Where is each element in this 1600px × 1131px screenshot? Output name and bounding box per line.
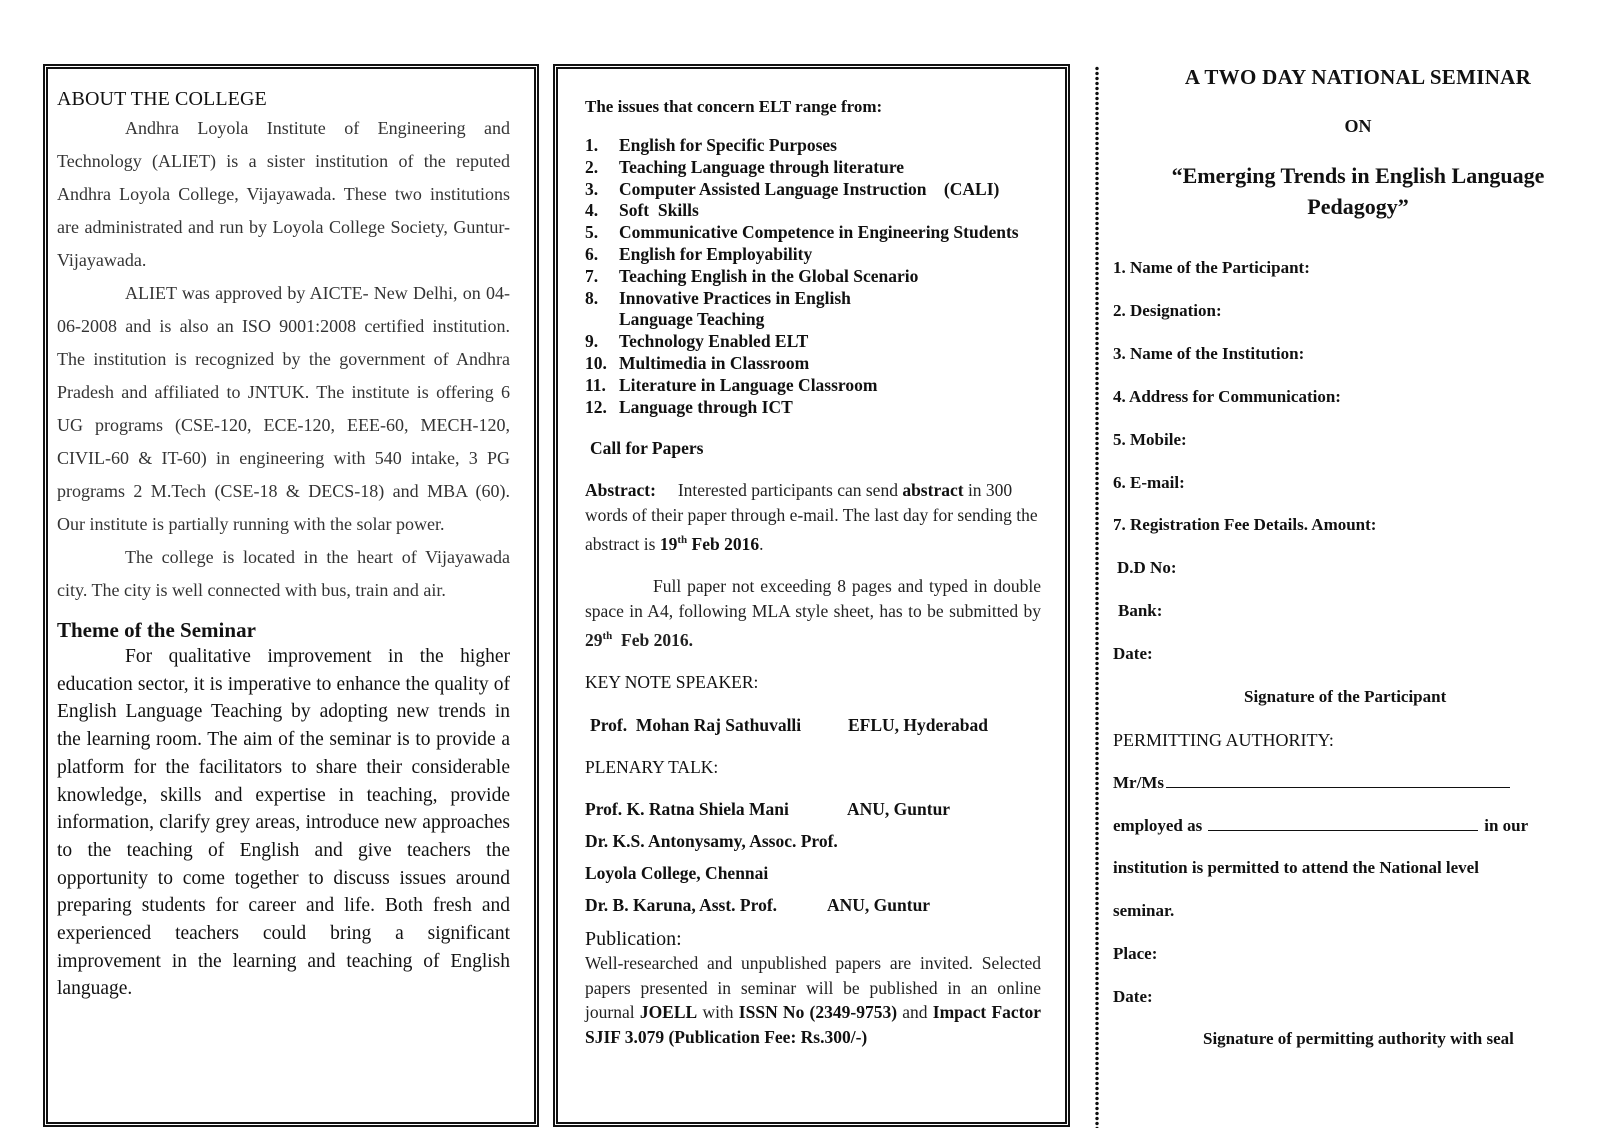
keynote-speaker: Prof. Mohan Raj Sathuvalli EFLU, Hyderabad <box>590 715 989 736</box>
field-date: Date: <box>1113 644 1153 663</box>
field-dd-no: D.D No: <box>1117 558 1177 577</box>
list-item: 8. Innovative Practices in English Language Teaching <box>585 287 851 330</box>
theme-heading: Theme of the Seminar <box>57 618 256 642</box>
field-address: 4. Address for Communication: <box>1113 387 1341 406</box>
call-for-papers-heading: Call for Papers <box>590 438 704 459</box>
field-date-2: Date: <box>1113 987 1153 1006</box>
about-para-3: The college is located in the heart of Vijayawada city. The city is well connected with bus, train and air. <box>57 547 510 600</box>
field-place: Place: <box>1113 944 1158 963</box>
field-mr-ms: Mr/Ms <box>1113 772 1510 794</box>
list-item: 1. English for Specific Purposes <box>585 135 837 155</box>
about-heading: ABOUT THE COLLEGE <box>57 88 267 110</box>
field-institution: 3. Name of the Institution: <box>1113 344 1305 363</box>
list-item: 11. Literature in Language Classroom <box>585 374 878 395</box>
list-item: 12. Language through ICT <box>585 396 793 417</box>
list-item: 6. English for Employability <box>585 243 813 264</box>
about-panel <box>43 64 539 1127</box>
keynote-heading: KEY NOTE SPEAKER: <box>585 672 759 693</box>
participant-signature-label: Signature of the Participant <box>1244 687 1447 706</box>
issues-list <box>585 135 1041 418</box>
about-para-2: ALIET was approved by AICTE- New Delhi, on 04-06-2008 and is also an ISO 9001:2008 certified institution. The institution is recognized by the government of Andhra Pradesh and affiliated to JNTUK. The institute is offering 6 UG programs (CSE-120, ECE-120, EEE-60, MECH-120, CIVIL-60 & IT-60) in engineering with 540 intake, 3 PG programs 2 M.Tech (CSE-18 & DECS-18) and MBA (60). Our institute is partially running with the solar power. <box>57 283 510 534</box>
plenary-heading: PLENARY TALK: <box>585 757 719 778</box>
field-mobile: 5. Mobile: <box>1113 430 1187 449</box>
issues-heading: The issues that concern ELT range from: <box>585 97 883 116</box>
list-item: 7. Teaching English in the Global Scenario <box>585 265 919 286</box>
list-item: 3. Computer Assisted Language Instruction (CALI) <box>585 178 1000 199</box>
field-participant-name: 1. Name of the Participant: <box>1113 258 1310 277</box>
list-item: 5. Communicative Competence in Engineering Students <box>585 222 1019 243</box>
list-item: 4. Soft Skills <box>585 200 699 221</box>
list-item: 9. Technology Enabled ELT <box>585 331 809 352</box>
registration-form <box>1093 64 1593 1131</box>
plenary-speaker-2-org: Loyola College, Chennai <box>585 863 769 884</box>
field-email: 6. E-mail: <box>1113 473 1185 492</box>
seminar-topic: “Emerging Trends in English Language Pedagogy” <box>1171 163 1545 219</box>
abstract-text: Abstract: Interested participants can send abstract in 300 words of their paper through e-mail. The last day for sending the abstract is 19th Feb 2016. <box>585 480 1038 555</box>
field-employed-as: employed as in our <box>1113 816 1529 835</box>
publication-text: Well-researched and unpublished papers are invited. Selected papers presented in seminar will be published in an online journal JOELL with ISSN No (2349-9753) and Impact Factor SJIF 3.079 (Publication Fee: Rs.300/-) <box>585 953 1042 1047</box>
permission-statement-end: seminar. <box>1113 901 1175 920</box>
field-registration-fee: 7. Registration Fee Details. Amount: <box>1113 515 1377 534</box>
publication-heading: Publication: <box>585 928 682 951</box>
list-item: 2. Teaching Language through literature <box>585 156 905 177</box>
field-designation: 2. Designation: <box>1113 301 1222 320</box>
about-para-1: Andhra Loyola Institute of Engineering and Technology (ALIET) is a sister institution of the reputed Andhra Loyola College, Vijayawada. These two institutions are administrated and run by Loyola College Society, Guntur-Vijayawada. <box>57 118 510 270</box>
theme-text: For qualitative improvement in the higher education sector, it is imperative to enhance the quality of English Language Teaching by adopting new trends in the learning room. The aim of the seminar is to provide a platform for the facilitators to share their considerable knowledge, skills and expertise in teaching, provide information, clarify grey areas, introduce new approaches to the teaching of English and give teachers the opportunity to come together to discuss issues around preparing students for career and life. Both fresh and experienced teachers could bring a significant improvement in the learning and teaching of English language. <box>57 646 510 1000</box>
seminar-info-panel <box>553 64 1070 1127</box>
full-paper-text: Full paper not exceeding 8 pages and typed in double space in A4, following MLA style sheet, has to be submitted by 29th Feb 2016. <box>585 576 1041 651</box>
permission-statement: institution is permitted to attend the National level <box>1113 858 1479 877</box>
plenary-speaker-2: Dr. K.S. Antonysamy, Assoc. Prof. <box>585 831 838 852</box>
permitting-authority-heading: PERMITTING AUTHORITY: <box>1113 730 1334 750</box>
plenary-speaker-3: Dr. B. Karuna, Asst. Prof. ANU, Guntur <box>585 895 931 916</box>
field-bank: Bank: <box>1118 601 1163 620</box>
form-subtitle-on: ON <box>1344 116 1372 136</box>
authority-signature-label: Signature of permitting authority with seal <box>1203 1029 1514 1048</box>
list-item: 10. Multimedia in Classroom <box>585 352 810 373</box>
plenary-speaker-1: Prof. K. Ratna Shiela Mani ANU, Guntur <box>585 799 951 820</box>
form-title: A TWO DAY NATIONAL SEMINAR <box>1184 65 1532 89</box>
